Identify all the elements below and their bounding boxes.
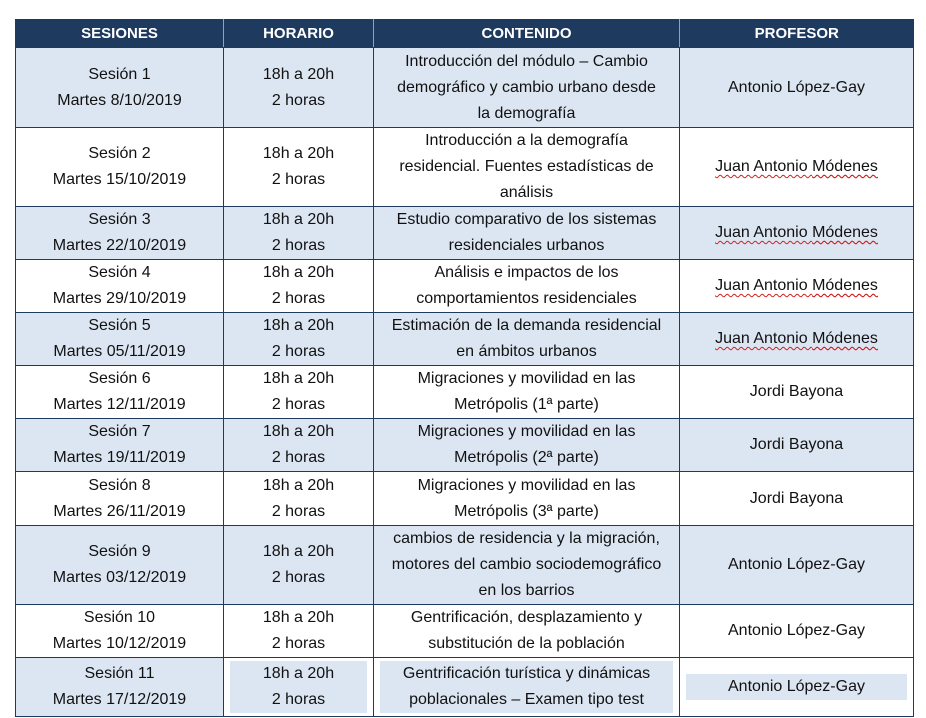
content-cell <box>374 48 680 128</box>
content-line: Estimación de la demanda residencial <box>391 317 662 334</box>
professor-name: Jordi Bayona <box>749 436 844 453</box>
table-row <box>16 658 914 717</box>
time-cell <box>224 128 374 207</box>
professor-name: Juan Antonio <box>715 277 813 294</box>
session-number: Sesión 5 <box>88 317 151 334</box>
time-cell <box>224 658 374 717</box>
time-cell <box>224 526 374 605</box>
time-range: 18h a 20h <box>262 423 335 440</box>
content-line: Introducción a la demografía <box>425 132 628 149</box>
professor-name: Jordi Bayona <box>749 489 844 507</box>
professor-cell <box>680 48 914 128</box>
session-date: Martes 8/10/2019 <box>57 91 182 109</box>
time-cell <box>224 313 374 366</box>
content-cell <box>374 260 680 313</box>
time-range: 18h a 20h <box>262 476 335 494</box>
content-line: Migraciones y movilidad en las <box>417 476 636 494</box>
duration: 2 horas <box>271 290 326 307</box>
content-line: Metrópolis (2ª parte) <box>454 449 599 466</box>
session-number: Sesión 2 <box>88 145 151 162</box>
professor-cell <box>680 313 914 366</box>
duration: 2 horas <box>271 396 326 413</box>
session-number: Sesión 9 <box>88 543 151 560</box>
session-cell <box>16 48 224 128</box>
content-line: Migraciones y movilidad en las <box>417 423 636 440</box>
session-number: Sesión 3 <box>88 211 151 228</box>
content-line: motores del cambio sociodemográfico <box>391 556 662 573</box>
professor-cell <box>680 366 914 419</box>
header-sesiones: SESIONES <box>16 19 224 48</box>
content-cell <box>374 419 680 472</box>
content-cell <box>374 472 680 526</box>
duration: 2 horas <box>271 449 326 466</box>
content-line: Análisis e impactos de los <box>434 264 619 281</box>
time-range: 18h a 20h <box>262 665 335 682</box>
duration: 2 horas <box>271 502 326 520</box>
session-cell <box>16 526 224 605</box>
time-cell <box>224 48 374 128</box>
header-profesor: PROFESOR <box>680 19 914 48</box>
professor-surname: Módenes <box>812 158 878 175</box>
professor-surname: Módenes <box>812 277 878 294</box>
table-row <box>16 419 914 472</box>
session-cell <box>16 472 224 526</box>
session-cell <box>16 658 224 717</box>
duration: 2 horas <box>271 691 326 708</box>
time-range: 18h a 20h <box>262 145 335 162</box>
professor-name: Jordi Bayona <box>749 383 844 400</box>
duration: 2 horas <box>271 635 326 652</box>
professor-cell <box>680 207 914 260</box>
professor-cell <box>680 472 914 526</box>
professor-cell <box>680 419 914 472</box>
session-number: Sesión 6 <box>88 370 151 387</box>
professor-name: Juan Antonio <box>715 224 813 241</box>
professor-name: Antonio López-Gay <box>728 78 865 96</box>
time-range: 18h a 20h <box>262 264 335 281</box>
table-row <box>16 260 914 313</box>
content-line: cambios de residencia y la migración, <box>393 530 660 547</box>
time-range: 18h a 20h <box>262 370 335 387</box>
header-row <box>16 19 914 48</box>
session-number: Sesión 1 <box>88 65 151 83</box>
session-cell <box>16 260 224 313</box>
professor-surname: Módenes <box>812 330 878 347</box>
session-cell <box>16 419 224 472</box>
content-line: Introducción del módulo – Cambio <box>405 52 648 70</box>
time-range: 18h a 20h <box>262 211 335 228</box>
time-range: 18h a 20h <box>262 543 335 560</box>
header-horario: HORARIO <box>224 19 374 48</box>
content-line: Metrópolis (3ª parte) <box>454 502 599 520</box>
schedule-table <box>15 19 914 717</box>
content-line: la demografía <box>477 104 576 122</box>
content-cell <box>374 526 680 605</box>
time-cell <box>224 366 374 419</box>
professor-cell <box>680 526 914 605</box>
professor-name: Juan Antonio <box>715 158 813 175</box>
time-cell <box>224 260 374 313</box>
session-cell <box>16 313 224 366</box>
table-row <box>16 605 914 658</box>
table-row <box>16 48 914 128</box>
content-line: en ámbitos urbanos <box>456 343 597 360</box>
session-number: Sesión 10 <box>83 609 156 626</box>
professor-surname: Módenes <box>812 224 878 241</box>
time-range: 18h a 20h <box>262 609 335 626</box>
table-row <box>16 207 914 260</box>
content-cell <box>374 658 680 717</box>
session-number: Sesión 4 <box>88 264 151 281</box>
professor-name: Juan Antonio <box>715 330 813 347</box>
content-cell <box>374 128 680 207</box>
time-range: 18h a 20h <box>262 65 335 83</box>
session-cell <box>16 128 224 207</box>
session-number: Sesión 8 <box>88 476 151 494</box>
session-number: Sesión 7 <box>88 423 151 440</box>
content-line: demográfico y cambio urbano desde <box>397 78 656 96</box>
session-cell <box>16 605 224 658</box>
content-line: comportamientos residenciales <box>416 290 637 307</box>
session-date: Martes 19/11/2019 <box>53 449 186 466</box>
content-line: poblacionales – Examen tipo test <box>409 691 644 708</box>
content-line: residenciales urbanos <box>448 237 605 254</box>
professor-name: Antonio López-Gay <box>728 622 865 639</box>
professor-name: Antonio López-Gay <box>728 556 865 573</box>
header-contenido: CONTENIDO <box>374 19 680 48</box>
table-row <box>16 526 914 605</box>
content-cell <box>374 207 680 260</box>
session-cell <box>16 366 224 419</box>
professor-name: Antonio López-Gay <box>728 678 865 695</box>
time-cell <box>224 207 374 260</box>
content-line: substitución de la población <box>428 635 625 652</box>
session-date: Martes 05/11/2019 <box>53 343 186 360</box>
content-line: Gentrificación, desplazamiento y <box>410 609 643 626</box>
session-date: Martes 29/10/2019 <box>52 290 187 307</box>
session-date: Martes 03/12/2019 <box>52 569 187 586</box>
session-date: Martes 15/10/2019 <box>52 171 187 188</box>
time-cell <box>224 472 374 526</box>
session-date: Martes 26/11/2019 <box>53 502 186 520</box>
table-body <box>16 48 914 717</box>
time-cell <box>224 605 374 658</box>
duration: 2 horas <box>271 343 326 360</box>
content-cell <box>374 313 680 366</box>
duration: 2 horas <box>271 237 326 254</box>
duration: 2 horas <box>271 171 326 188</box>
table-row <box>16 128 914 207</box>
content-line: residencial. Fuentes estadísticas de <box>399 158 654 175</box>
duration: 2 horas <box>271 569 326 586</box>
session-number: Sesión 11 <box>84 665 155 682</box>
content-line: Estudio comparativo de los sistemas <box>396 211 657 228</box>
table-row <box>16 472 914 526</box>
professor-cell <box>680 605 914 658</box>
content-line: Migraciones y movilidad en las <box>417 370 636 387</box>
content-cell <box>374 366 680 419</box>
content-line: Gentrificación turística y dinámicas <box>402 665 651 682</box>
session-date: Martes 10/12/2019 <box>52 635 187 652</box>
table-row <box>16 366 914 419</box>
content-cell <box>374 605 680 658</box>
content-line: análisis <box>499 184 554 201</box>
professor-cell <box>680 128 914 207</box>
time-range: 18h a 20h <box>262 317 335 334</box>
professor-cell <box>680 260 914 313</box>
content-line: en los barrios <box>478 582 575 599</box>
session-date: Martes 17/12/2019 <box>52 691 187 708</box>
professor-cell <box>680 658 914 717</box>
table-row <box>16 313 914 366</box>
session-cell <box>16 207 224 260</box>
time-cell <box>224 419 374 472</box>
session-date: Martes 12/11/2019 <box>53 396 186 413</box>
content-line: Metrópolis (1ª parte) <box>454 396 599 413</box>
duration: 2 horas <box>271 91 326 109</box>
session-date: Martes 22/10/2019 <box>52 237 187 254</box>
